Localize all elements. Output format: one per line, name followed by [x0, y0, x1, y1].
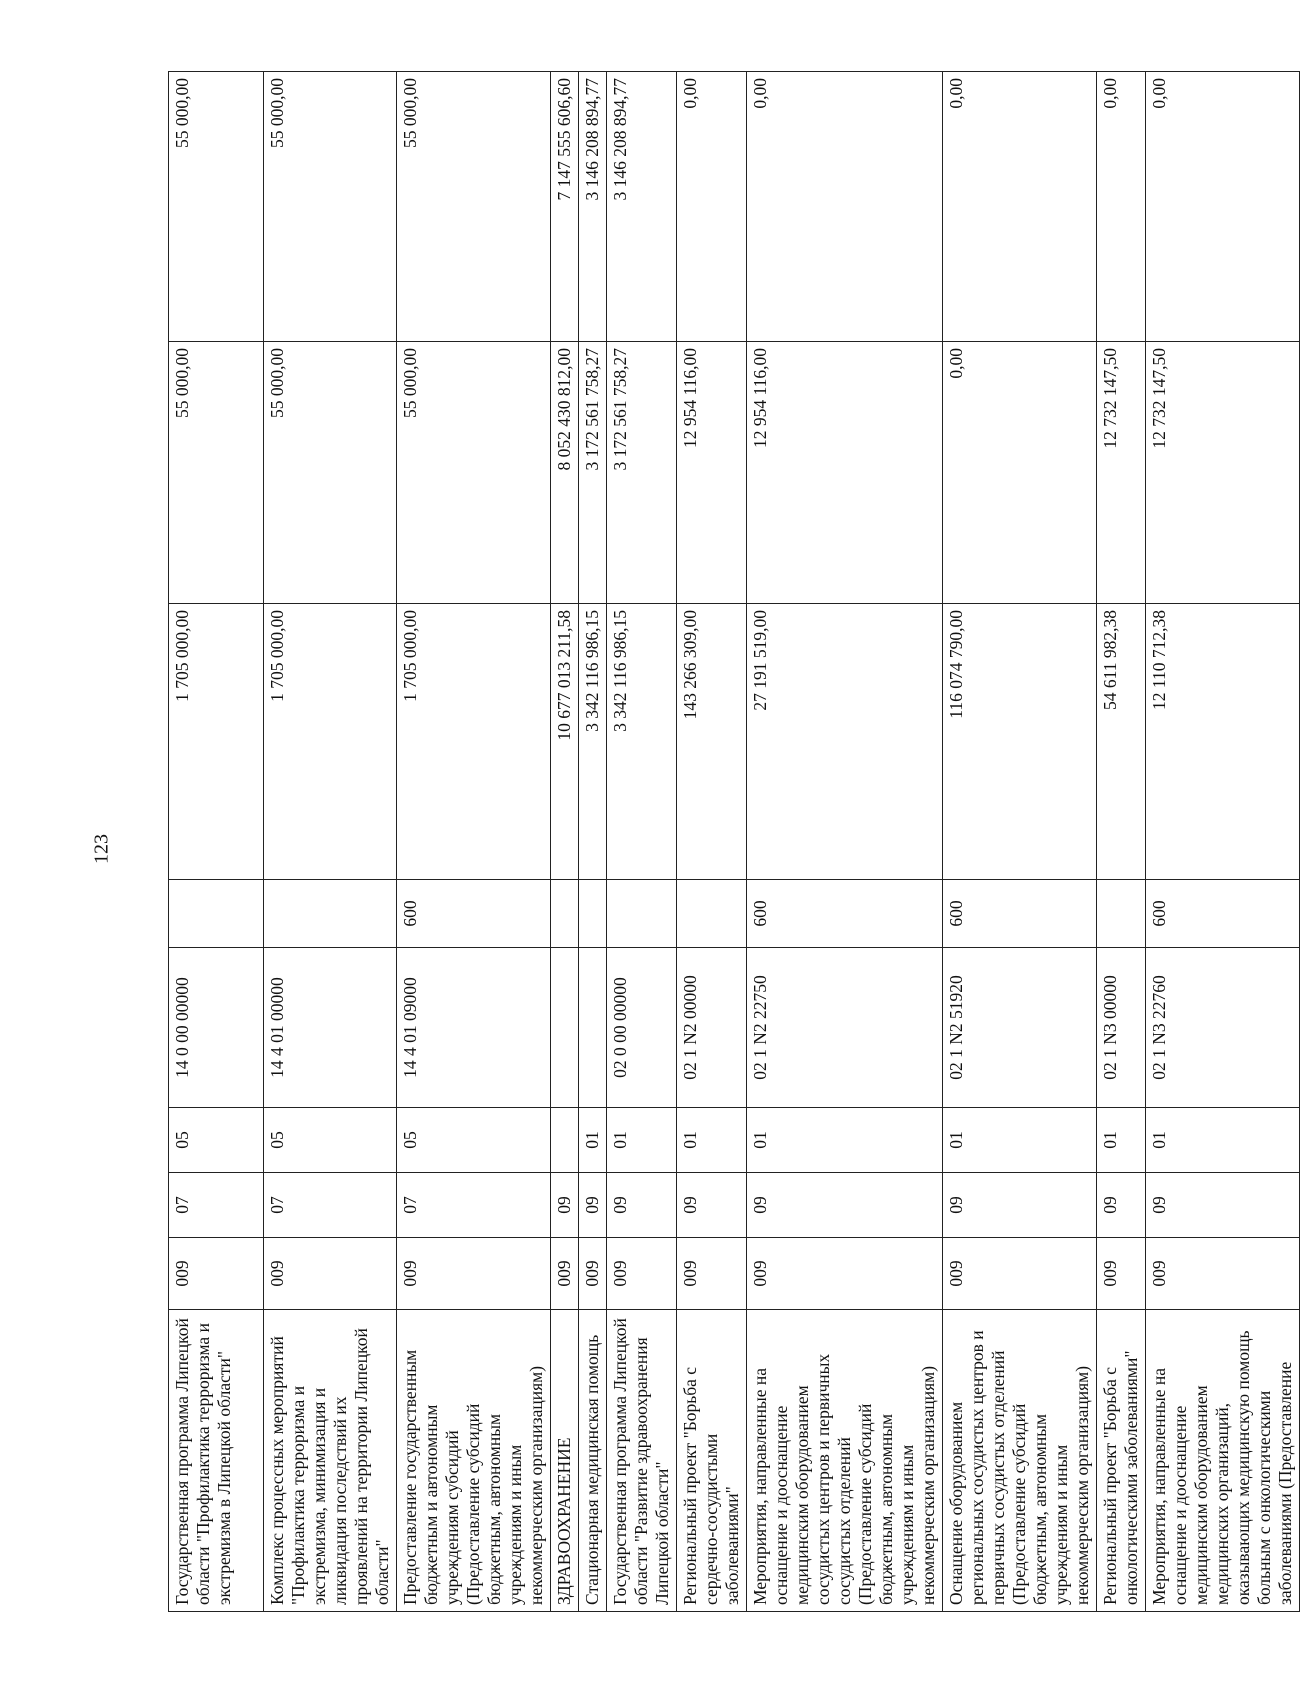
cell-amount-2021: 0,00 [1097, 72, 1146, 342]
budget-table-sheet [168, 72, 1295, 1612]
cell-name: Региональный проект "Борьба с онкологическими заболеваниями" [1097, 1310, 1146, 1612]
cell-section: 09 [677, 1173, 747, 1238]
cell-amount-2019: 1 705 000,00 [397, 604, 551, 880]
cell-expense-type [607, 880, 677, 948]
table-row [747, 72, 943, 1612]
cell-amount-2021: 55 000,00 [169, 72, 264, 342]
cell-ministry: 009 [264, 1238, 397, 1310]
cell-section: 09 [607, 1173, 677, 1238]
cell-target-article: 14 4 01 00000 [264, 948, 397, 1108]
cell-ministry: 009 [747, 1238, 943, 1310]
cell-amount-2021: 3 146 208 894,77 [579, 72, 607, 342]
cell-amount-2021: 3 146 208 894,77 [607, 72, 677, 342]
cell-subsection: 01 [677, 1108, 747, 1173]
table-row [397, 72, 551, 1612]
cell-amount-2020: 3 172 561 758,27 [607, 342, 677, 604]
table-row [579, 72, 607, 1612]
cell-amount-2020: 12 732 147,50 [1146, 342, 1300, 604]
cell-amount-2020: 0,00 [943, 342, 1097, 604]
cell-section: 09 [1146, 1173, 1300, 1238]
table-row [1146, 72, 1300, 1612]
cell-amount-2020: 12 732 147,50 [1097, 342, 1146, 604]
cell-amount-2021: 55 000,00 [264, 72, 397, 342]
cell-amount-2020: 55 000,00 [169, 342, 264, 604]
cell-section: 09 [747, 1173, 943, 1238]
cell-section: 07 [397, 1173, 551, 1238]
cell-section: 09 [551, 1173, 579, 1238]
cell-amount-2021: 7 147 555 606,60 [551, 72, 579, 342]
cell-ministry: 009 [1097, 1238, 1146, 1310]
cell-amount-2021: 55 000,00 [397, 72, 551, 342]
cell-target-article: 14 4 01 09000 [397, 948, 551, 1108]
cell-expense-type: 600 [747, 880, 943, 948]
cell-name: Государственная программа Липецкой области "Профилактика терроризма и экстремизма в Липецкой области" [169, 1310, 264, 1612]
cell-amount-2019: 3 342 116 986,15 [607, 604, 677, 880]
cell-amount-2021: 0,00 [1146, 72, 1300, 342]
table-row [607, 72, 677, 1612]
table-row [551, 72, 579, 1612]
cell-amount-2019: 116 074 790,00 [943, 604, 1097, 880]
cell-subsection: 01 [607, 1108, 677, 1173]
cell-name: Оснащение оборудованием региональных сосудистых центров и первичных сосудистых отделений (Предоставление субсидий бюджетным, автономным учреждениям и иным некоммерческим организациям) [943, 1310, 1097, 1612]
cell-expense-type [551, 880, 579, 948]
cell-ministry: 009 [169, 1238, 264, 1310]
table-row [1097, 72, 1146, 1612]
cell-ministry: 009 [943, 1238, 1097, 1310]
cell-name: Стационарная медицинская помощь [579, 1310, 607, 1612]
cell-amount-2020: 8 052 430 812,00 [551, 342, 579, 604]
cell-subsection: 01 [747, 1108, 943, 1173]
cell-amount-2020: 3 172 561 758,27 [579, 342, 607, 604]
cell-subsection: 05 [397, 1108, 551, 1173]
cell-ministry: 009 [607, 1238, 677, 1310]
cell-name: Региональный проект "Борьба с сердечно-сосудистыми заболеваниями" [677, 1310, 747, 1612]
cell-target-article [579, 948, 607, 1108]
cell-target-article: 14 0 00 00000 [169, 948, 264, 1108]
cell-section: 07 [264, 1173, 397, 1238]
table-row [943, 72, 1097, 1612]
cell-amount-2020: 12 954 116,00 [747, 342, 943, 604]
cell-target-article: 02 0 00 00000 [607, 948, 677, 1108]
cell-target-article: 02 1 N2 22750 [747, 948, 943, 1108]
cell-name: Предоставление государственным бюджетным и автономным учреждениям субсидий (Предоставление субсидий бюджетным, автономным учреждениям и иным некоммерческим организациям) [397, 1310, 551, 1612]
page-number [82, 824, 122, 874]
cell-amount-2019: 1 705 000,00 [264, 604, 397, 880]
cell-expense-type: 600 [397, 880, 551, 948]
cell-target-article: 02 1 N3 22760 [1146, 948, 1300, 1108]
cell-expense-type: 600 [1146, 880, 1300, 948]
cell-section: 07 [169, 1173, 264, 1238]
cell-section: 09 [1097, 1173, 1146, 1238]
cell-ministry: 009 [551, 1238, 579, 1310]
cell-target-article: 02 1 N2 00000 [677, 948, 747, 1108]
cell-target-article [551, 948, 579, 1108]
cell-name: Мероприятия, направленные на оснащение и дооснащение медицинским оборудованием сосудистых центров и первичных сосудистых отделений (Предоставление субсидий бюджетным, автономным учреждениям и иным некоммерческим организациям) [747, 1310, 943, 1612]
cell-subsection: 05 [264, 1108, 397, 1173]
cell-amount-2020: 55 000,00 [397, 342, 551, 604]
budget-table [168, 71, 1300, 1612]
cell-subsection: 01 [1097, 1108, 1146, 1173]
cell-amount-2021: 0,00 [677, 72, 747, 342]
cell-ministry: 009 [1146, 1238, 1300, 1310]
cell-amount-2019: 12 110 712,38 [1146, 604, 1300, 880]
cell-subsection: 01 [1146, 1108, 1300, 1173]
cell-subsection: 01 [579, 1108, 607, 1173]
cell-target-article: 02 1 N3 00000 [1097, 948, 1146, 1108]
table-row [264, 72, 397, 1612]
cell-expense-type [1097, 880, 1146, 948]
cell-amount-2021: 0,00 [747, 72, 943, 342]
cell-amount-2019: 10 677 013 211,58 [551, 604, 579, 880]
table-row [169, 72, 264, 1612]
cell-expense-type [169, 880, 264, 948]
cell-amount-2019: 54 611 982,38 [1097, 604, 1146, 880]
cell-amount-2020: 12 954 116,00 [677, 342, 747, 604]
cell-amount-2019: 1 705 000,00 [169, 604, 264, 880]
cell-amount-2021: 0,00 [943, 72, 1097, 342]
cell-ministry: 009 [677, 1238, 747, 1310]
table-row [677, 72, 747, 1612]
cell-amount-2019: 3 342 116 986,15 [579, 604, 607, 880]
cell-expense-type: 600 [943, 880, 1097, 948]
cell-name: Мероприятия, направленные на оснащение и дооснащение медицинским оборудованием медицинских организаций, оказывающих медицинскую помощь больным с онкологическими заболеваниями (Предоставление [1146, 1310, 1300, 1612]
cell-expense-type [677, 880, 747, 948]
page-number-text: 123 [90, 834, 113, 864]
cell-amount-2019: 27 191 519,00 [747, 604, 943, 880]
cell-amount-2020: 55 000,00 [264, 342, 397, 604]
cell-ministry: 009 [397, 1238, 551, 1310]
cell-section: 09 [943, 1173, 1097, 1238]
cell-amount-2019: 143 266 309,00 [677, 604, 747, 880]
cell-expense-type [264, 880, 397, 948]
cell-name: Государственная программа Липецкой области "Развитие здравоохранения Липецкой области" [607, 1310, 677, 1612]
cell-section: 09 [579, 1173, 607, 1238]
cell-expense-type [579, 880, 607, 948]
cell-name: Комплекс процессных мероприятий "Профилактика терроризма и экстремизма, минимизация и ликвидация последствий их проявлений на территории Липецкой области" [264, 1310, 397, 1612]
cell-ministry: 009 [579, 1238, 607, 1310]
cell-target-article: 02 1 N2 51920 [943, 948, 1097, 1108]
cell-subsection: 05 [169, 1108, 264, 1173]
cell-subsection [551, 1108, 579, 1173]
cell-name: ЗДРАВООХРАНЕНИЕ [551, 1310, 579, 1612]
cell-subsection: 01 [943, 1108, 1097, 1173]
